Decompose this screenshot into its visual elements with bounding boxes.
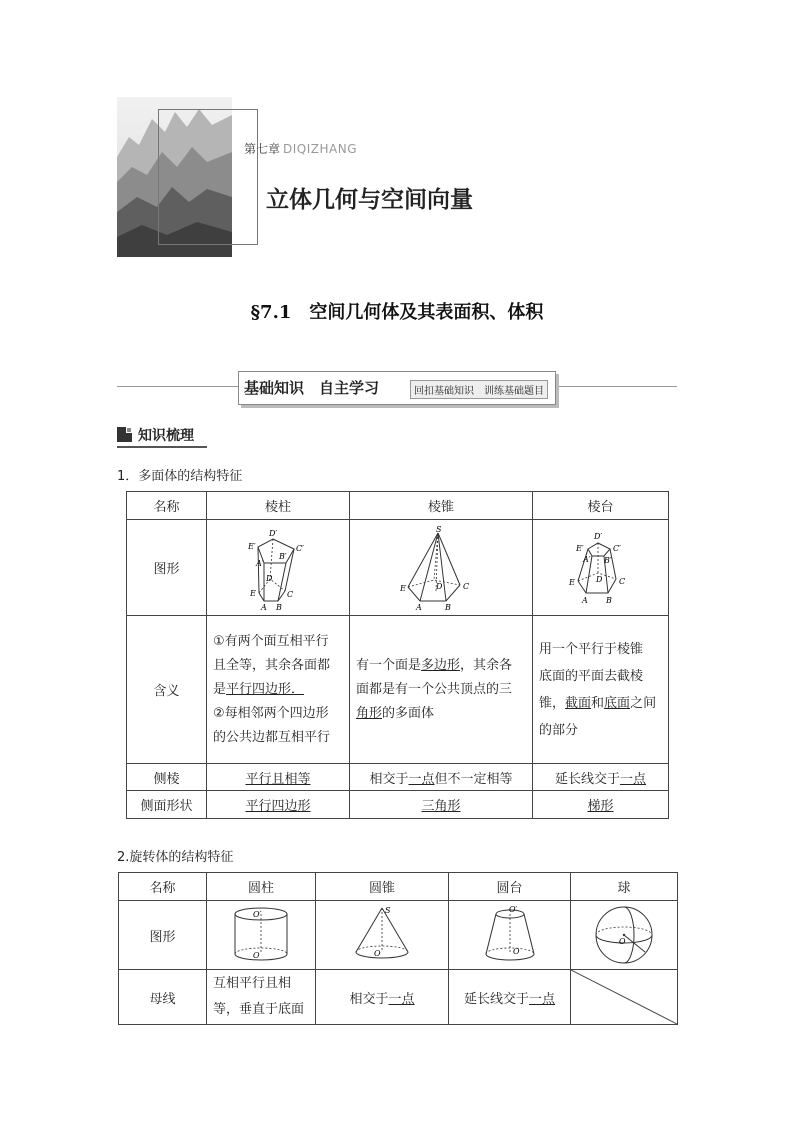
meaning-answer: 截面 (565, 695, 592, 711)
header-cell: 圆台 (449, 873, 571, 901)
row-label: 侧面形状 (127, 791, 207, 819)
vertex-label: E (568, 577, 575, 587)
vertex-label: B (276, 602, 282, 611)
meaning-line (213, 678, 343, 702)
header-cell: 球 (571, 873, 678, 901)
chapter-title: 立体几何与空间向量 (266, 187, 473, 213)
meaning-text: 和 (591, 695, 605, 711)
cell-answer: 梯形 (587, 799, 614, 814)
meaning-line (356, 654, 526, 678)
cell-answer: 三角形 (421, 799, 461, 814)
pyramid-figure-cell (350, 520, 533, 616)
row-label: 母线 (119, 970, 207, 1025)
vertex-label: A′ (256, 558, 264, 568)
sphere-figure (589, 904, 659, 966)
meaning-line: 的部分 (539, 722, 579, 738)
cone-figure (347, 904, 417, 966)
sphere-generatrix-empty (571, 970, 678, 1025)
point-label: S (385, 906, 391, 915)
point-label: O′ (508, 905, 517, 914)
frustum-revolution-figure (475, 904, 545, 966)
point-label: O (512, 947, 520, 956)
vertex-label: E (250, 588, 256, 598)
meaning-answer: 角形 (356, 705, 383, 721)
table-row (119, 970, 678, 1025)
cell-text: 延长线交于 (554, 771, 620, 787)
meaning-line (356, 702, 526, 726)
vertex-label: A (261, 602, 267, 611)
table-cell (207, 764, 350, 791)
cell-line: 互相平行且相 (213, 976, 292, 991)
table-row (119, 873, 678, 901)
table-cell (533, 764, 669, 791)
vertex-label: C′ (296, 543, 304, 553)
header-cell: 圆锥 (316, 873, 449, 901)
table-cell (533, 791, 669, 819)
sphere-figure-cell (571, 901, 678, 970)
header-cell: 棱台 (533, 492, 669, 520)
prism-figure (228, 525, 328, 611)
meaning-text: 是 (213, 681, 227, 697)
vertex-label: S (436, 524, 442, 534)
vertex-label: E (400, 583, 406, 593)
vertex-label: E′ (248, 541, 256, 551)
cone-figure-cell (316, 901, 449, 970)
table-cell (350, 791, 533, 819)
table-cell (316, 970, 449, 1025)
cell-answer: 一点 (529, 991, 556, 1007)
vertex-label: A (581, 595, 588, 605)
row-label: 含义 (127, 616, 207, 764)
vertex-label: A (416, 602, 422, 611)
meaning-line: 的公共边都互相平行 (213, 729, 331, 745)
cell-text: 相交于 (369, 771, 409, 787)
chapter-label (244, 140, 357, 157)
prism-figure-cell (207, 520, 350, 616)
meaning-line: 面都是有一个公共顶点的三 (356, 681, 513, 697)
row-label: 侧棱 (127, 764, 207, 791)
row-label: 图形 (119, 901, 207, 970)
cell-text: 相交于 (349, 991, 389, 1007)
cylinder-generatrix (207, 970, 316, 1025)
header-cell: 名称 (119, 873, 207, 901)
cell-text: 延长线交于 (463, 991, 529, 1007)
cell-answer: 平行四边形 (245, 799, 311, 814)
table-cell (350, 764, 533, 791)
meaning-line: ②每相邻两个四边形 (213, 705, 329, 721)
meaning-line: 且全等，其余各面都 (213, 657, 331, 673)
chapter-pinyin: DIQIZHANG (283, 142, 358, 156)
diagonal-slash (571, 970, 677, 1024)
table-row (127, 764, 669, 791)
frustum-figure-cell (533, 520, 669, 616)
vertex-label: D (595, 574, 602, 584)
cell-answer: 平行且相等 (245, 771, 311, 787)
prism-meaning (207, 616, 350, 764)
meaning-line: ①有两个面互相平行 (213, 633, 329, 649)
vertex-label: A′ (582, 554, 591, 564)
meaning-text: 锥， (539, 695, 566, 711)
polyhedra-heading: 1．多面体的结构特征 (117, 469, 243, 484)
meaning-answer: 平行四边形． (226, 681, 305, 697)
meaning-answer: 多边形 (421, 657, 461, 673)
cylinder-figure-cell (207, 901, 316, 970)
polyhedra-table (126, 491, 669, 819)
table-row (127, 520, 669, 616)
vertex-label: C (287, 589, 294, 599)
cell-line: 等，垂直于底面 (213, 1002, 305, 1017)
chapter-frame (158, 109, 258, 245)
table-cell (449, 970, 571, 1025)
meaning-line: 底面的平面去截棱 (539, 668, 644, 684)
header-cell: 圆柱 (207, 873, 316, 901)
cell-answer: 一点 (408, 771, 435, 787)
meaning-text: ，其余各 (460, 657, 513, 673)
cell-answer: 一点 (620, 771, 647, 787)
vertex-label: D (436, 581, 443, 591)
pyramid-figure (386, 525, 496, 611)
table-row (119, 901, 678, 970)
vertex-label: D (266, 573, 273, 583)
banner-sub-text: 回扣基础知识 训练基础题目 (410, 380, 548, 399)
vertex-label: B′ (603, 555, 612, 565)
meaning-text: 之间 (630, 695, 657, 711)
meaning-answer: 底面 (604, 695, 631, 711)
section-square-icon (117, 427, 132, 442)
point-label: O (253, 951, 260, 960)
vertex-label: C (463, 581, 470, 591)
meaning-text: 有一个面是 (356, 657, 422, 673)
point-label: O′ (253, 910, 262, 919)
table-row (127, 616, 669, 764)
vertex-label: D′ (269, 528, 278, 538)
meaning-line: 用一个平行于棱锥 (539, 641, 644, 657)
header-cell: 棱柱 (207, 492, 350, 520)
table-cell (207, 791, 350, 819)
vertex-label: D′ (593, 531, 602, 541)
knowledge-underline (117, 446, 207, 448)
frustum-meaning (533, 616, 669, 764)
cylinder-figure (226, 904, 296, 966)
vertex-label: B (605, 595, 612, 605)
vertex-label: E′ (575, 543, 584, 553)
cell-answer: 一点 (388, 991, 415, 1007)
chapter-number: 第七章 (244, 142, 281, 156)
point-label: O (374, 949, 381, 958)
vertex-label: B (445, 602, 451, 611)
frustum-revolution-figure-cell (449, 901, 571, 970)
center-point (623, 934, 625, 936)
meaning-text: 的多面体 (382, 705, 435, 721)
vertex-label: C (618, 576, 625, 586)
header-cell: 棱锥 (350, 492, 533, 520)
table-row (127, 492, 669, 520)
row-label: 图形 (127, 520, 207, 616)
point-label: O (619, 937, 626, 946)
pyramid-meaning (350, 616, 533, 764)
revolution-table (118, 872, 678, 1025)
table-row (127, 791, 669, 819)
header-cell: 名称 (127, 492, 207, 520)
frustum-figure (556, 525, 646, 611)
banner-main-text: 基础知识 自主学习 (244, 379, 380, 397)
meaning-line (539, 690, 662, 717)
revolution-heading: 2.旋转体的结构特征 (117, 850, 234, 865)
section-title: §7.1 空间几何体及其表面积、体积 (250, 302, 544, 323)
vertex-label: B′ (279, 551, 287, 561)
knowledge-title: 知识梳理 (138, 428, 194, 444)
cell-text: 但不一定相等 (434, 771, 513, 787)
vertex-label: C′ (612, 543, 621, 553)
